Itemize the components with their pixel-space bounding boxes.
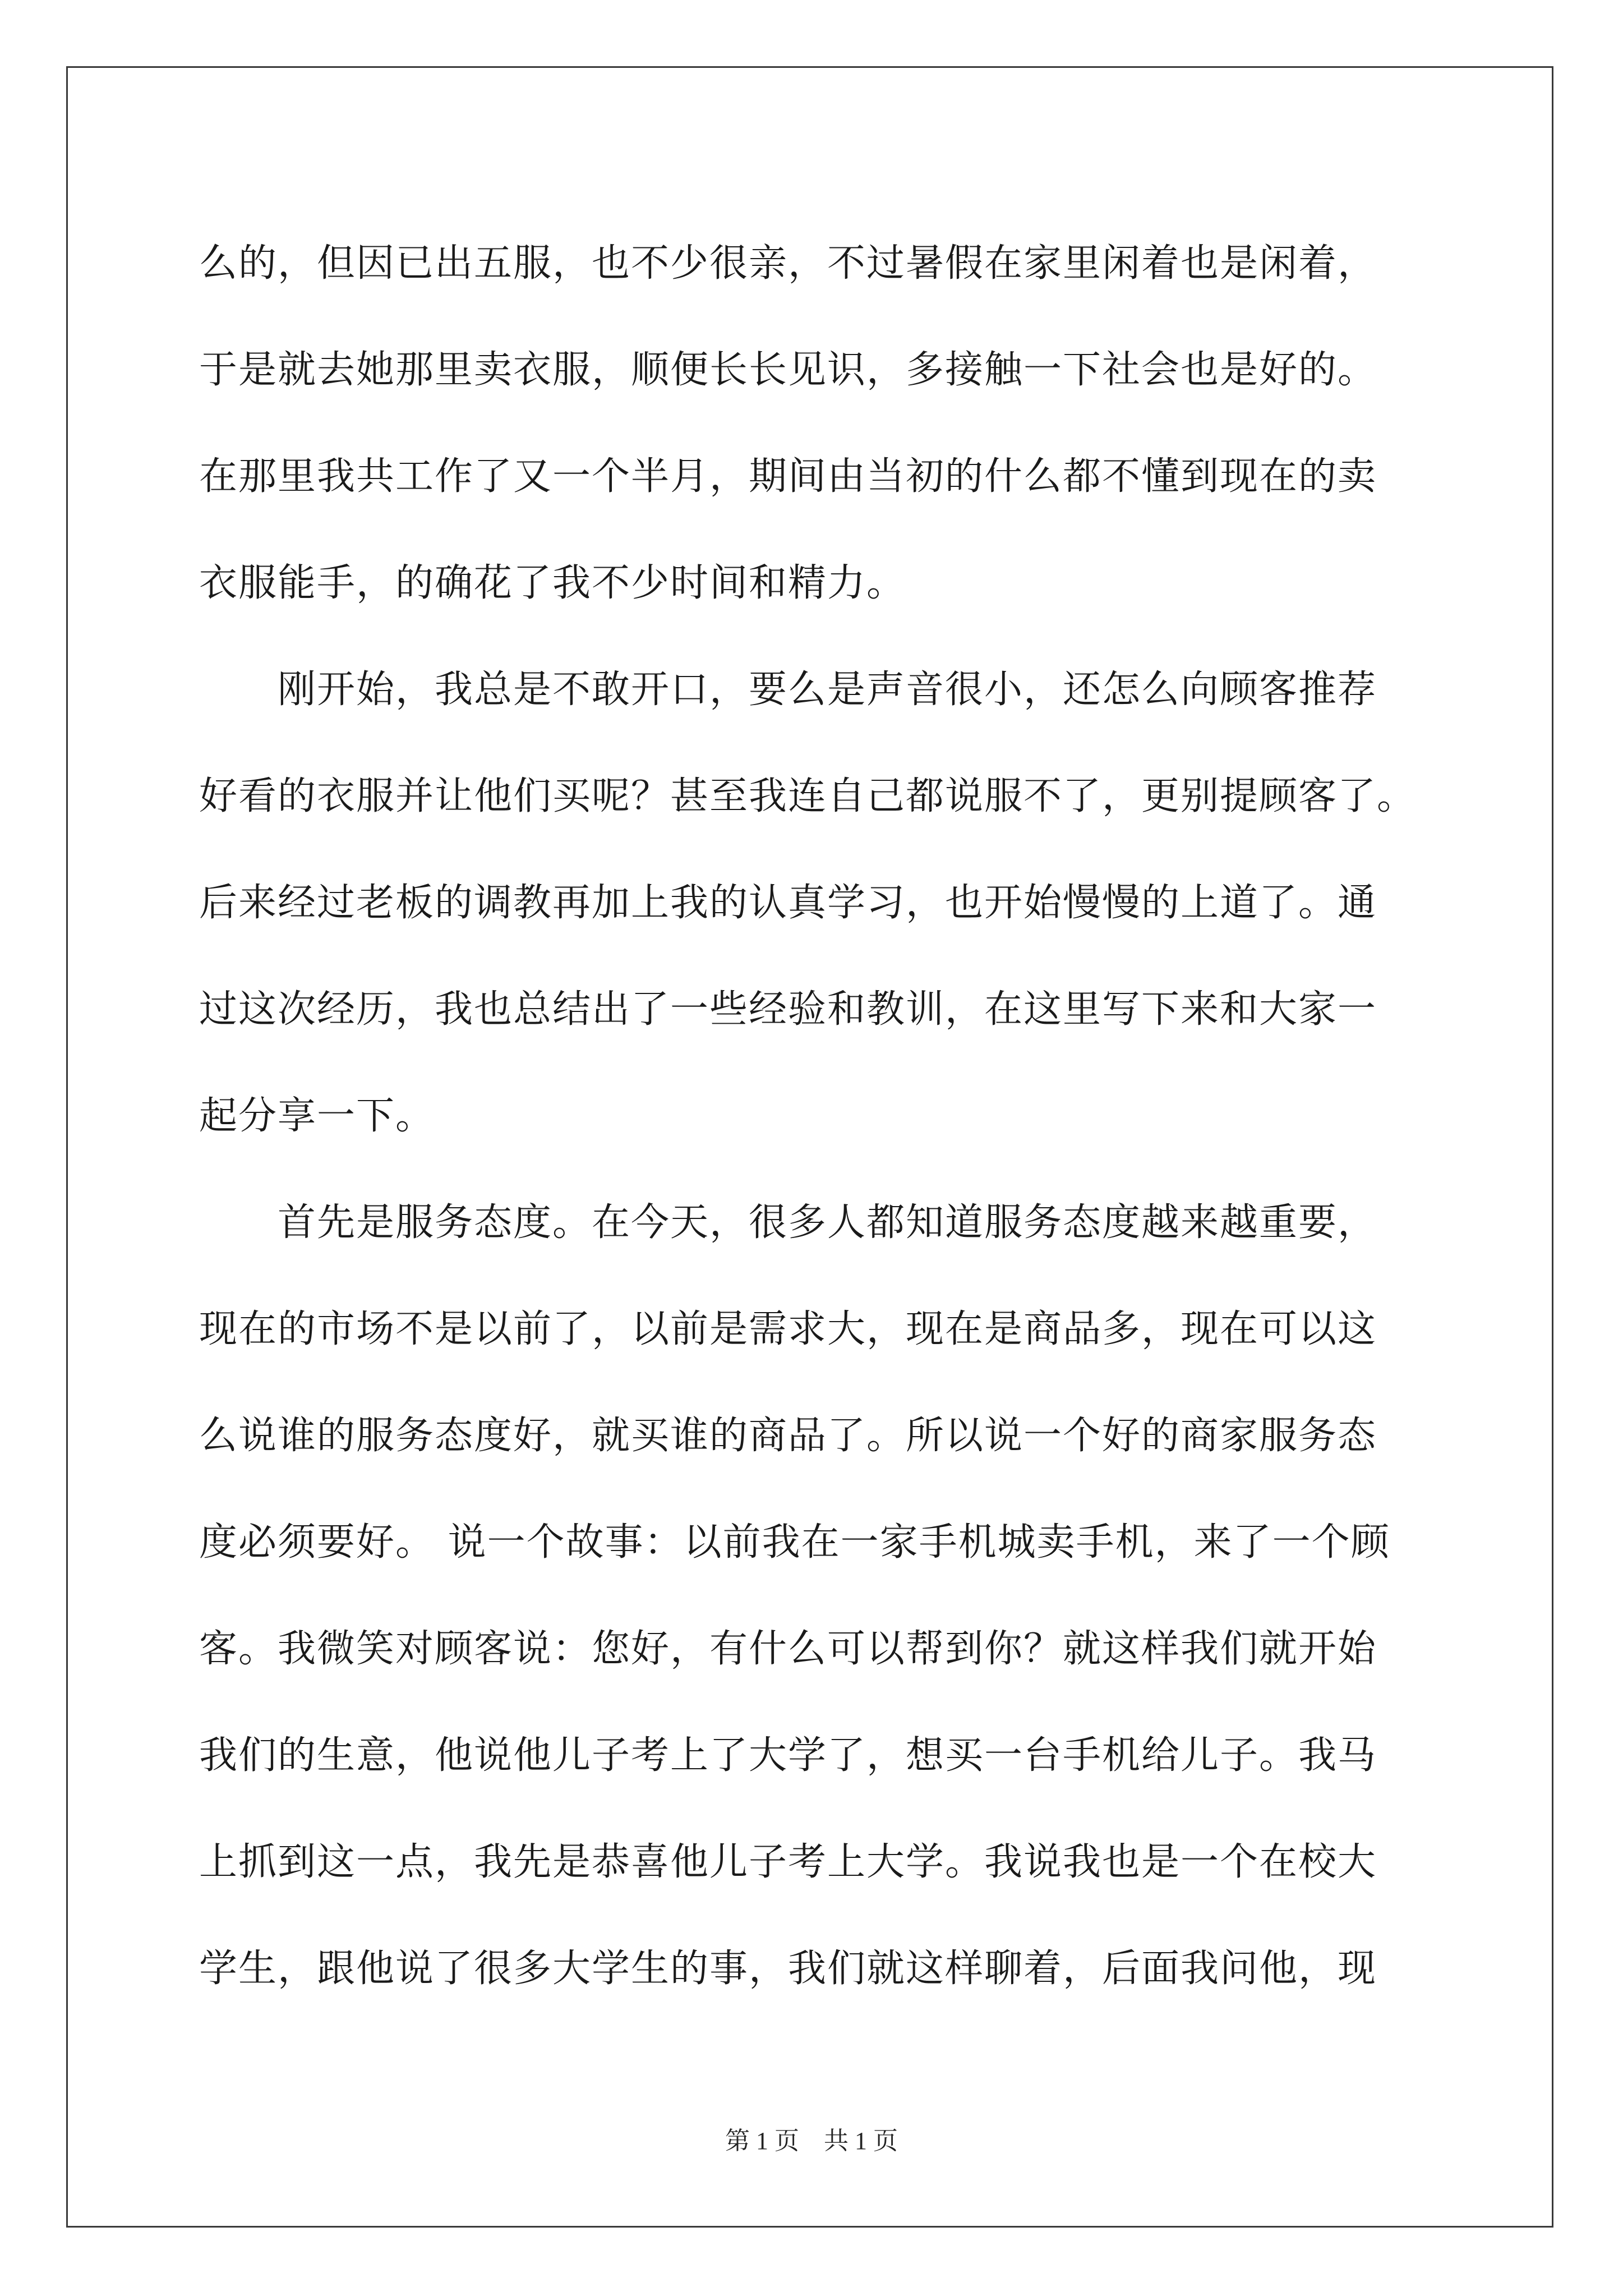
text-line: 在那里我共工作了又一个半月，期间由当初的什么都不懂到现在的卖 xyxy=(199,454,1377,499)
text-line: 度必须要好。 说一个故事：以前我在一家手机城卖手机，来了一个顾 xyxy=(199,1520,1390,1565)
text-line: 现在的市场不是以前了，以前是需求大，现在是商品多，现在可以这 xyxy=(199,1307,1377,1351)
text-line: 么的，但因已出五服，也不少很亲，不过暑假在家里闲着也是闲着， xyxy=(199,241,1377,286)
page-footer: 第 1 页 共 1 页 xyxy=(725,2127,898,2155)
text-line: 学生，跟他说了很多大学生的事，我们就这样聊着，后面我问他，现 xyxy=(199,1947,1377,1991)
text-line: 么说谁的服务态度好，就买谁的商品了。所以说一个好的商家服务态 xyxy=(199,1414,1377,1458)
text-line: 客。我微笑对顾客说：您好，有什么可以帮到你？就这样我们就开始 xyxy=(199,1627,1377,1671)
document-body xyxy=(199,210,1450,2022)
paragraph-start-line: 刚开始，我总是不敢开口，要么是声音很小，还怎么向顾客推荐 xyxy=(278,668,1377,712)
text-line: 于是就去她那里卖衣服，顺便长长见识，多接触一下社会也是好的。 xyxy=(199,348,1377,392)
text-line: 衣服能手，的确花了我不少时间和精力。 xyxy=(199,561,906,605)
text-line: 我们的生意，他说他儿子考上了大学了，想买一台手机给儿子。我马 xyxy=(199,1733,1377,1778)
paragraph-start-line: 首先是服务态度。在今天，很多人都知道服务态度越来越重要， xyxy=(278,1200,1377,1245)
text-line: 上抓到这一点，我先是恭喜他儿子考上大学。我说我也是一个在校大 xyxy=(199,1840,1377,1884)
text-line: 后来经过老板的调教再加上我的认真学习，也开始慢慢的上道了。通 xyxy=(199,881,1377,925)
text-line: 好看的衣服并让他们买呢？甚至我连自己都说服不了，更别提顾客了。 xyxy=(199,774,1417,818)
text-line: 过这次经历，我也总结出了一些经验和教训，在这里写下来和大家一 xyxy=(199,987,1377,1032)
text-line: 起分享一下。 xyxy=(199,1094,435,1138)
